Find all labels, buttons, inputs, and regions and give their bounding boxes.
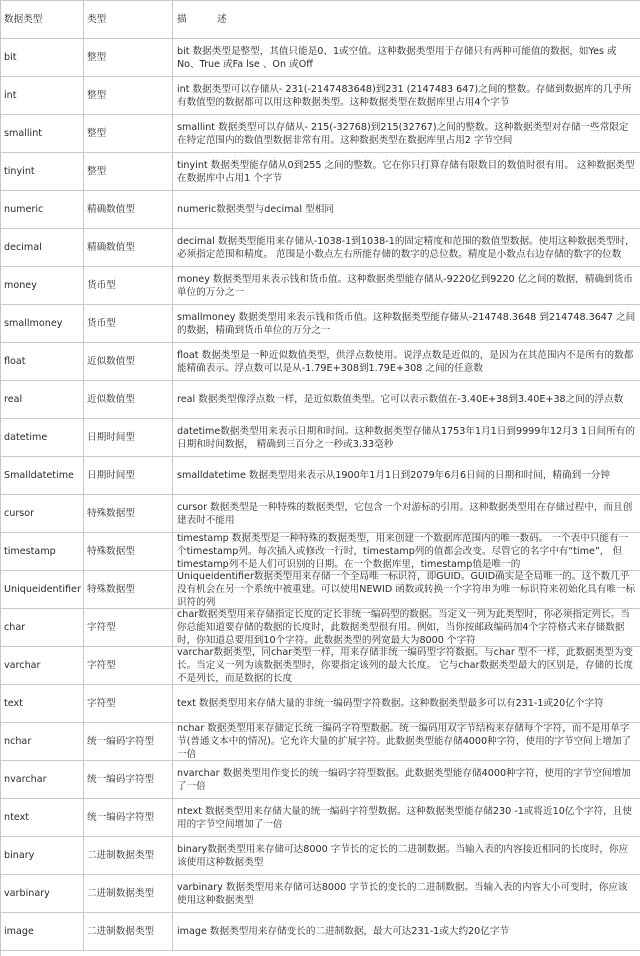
row-description: datetime数据类型用来表示日期和时间。这种数据类型存储从1753年1月1日到9999年12月3 1日间所有的日期和时间数据， 精确到三百分之一秒或3.33毫秒 [173,419,640,457]
row-description: real 数据类型像浮点数一样，是近似数值类型。它可以表示数值在-3.40E+38到3.40E+38之间的浮点数 [173,381,640,419]
row-type-name: tinyint [1,153,84,191]
row-description: varchar数据类型，同char类型一样，用来存储非统一编码型字符数据。与char 型不一样，此数据类型为变长。当定义一列为该数据类型时，你要指定该列的最大长度。 它与char数据类型最大的区别是，存储的长度不是列长，而是数据的长度 [173,647,640,685]
row-category: 二进制数据类型 [84,837,173,875]
row-type-name: int [1,77,84,115]
row-description: cursor 数据类型是一种特殊的数据类型，它包含一个对游标的引用。这种数据类型用在存储过程中，而且创建表时不能用 [173,495,640,533]
row-type-name: nchar [1,723,84,761]
row-description: smallmoney 数据类型用来表示钱和货币值。这种数据类型能存储从-214748.3648 到214748.3647 之间的数据，精确到货币单位的万分之一 [173,305,640,343]
header-data-type: 数据类型 [1,1,84,39]
row-category: 日期时间型 [84,457,173,495]
row-description: bit 数据类型是整型，其值只能是0、1或空值。这种数据类型用于存储只有两种可能值的数据，如Yes 或No、True 或Fa lse 、On 或Off [173,39,640,77]
row-type-name: varchar [1,647,84,685]
row-category: 整型 [84,39,173,77]
row-description: smalldatetime 数据类型用来表示从1900年1月1日到2079年6月6日间的日期和时间，精确到一分钟 [173,457,640,495]
row-description: timestamp 数据类型是一种特殊的数据类型，用来创建一个数据库范围内的唯一数码。 一个表中只能有一个timestamp列。每次插入或修改一行时，timestamp列的值都会改变。尽管它的名字中有“time”， 但timestamp列不是人们可识别的日期。在一个数据库里，timestamp值是唯一的 [173,533,640,571]
row-type-name: smallmoney [1,305,84,343]
row-type-name: Uniqueidentifier [1,571,84,609]
row-category: 特殊数据型 [84,495,173,533]
row-type-name: cursor [1,495,84,533]
row-category: 整型 [84,77,173,115]
row-type-name: nvarchar [1,761,84,799]
row-type-name: timestamp [1,533,84,571]
row-description: int 数据类型可以存储从- 231(-2147483648)到231 (2147483 647)之间的整数。存储到数据库的几乎所有数值型的数据都可以用这种数据类型。这种数据类型在数据库里占用4个字节 [173,77,640,115]
row-description: nchar 数据类型用来存储定长统一编码字符型数据。统一编码用双字节结构来存储每个字符，而不是用单字节(普通文本中的情况)。它允许大量的扩展字符。此数据类型能存储4000种字符，使用的字节空间上增加了一倍 [173,723,640,761]
row-category: 近似数值型 [84,381,173,419]
row-description: char数据类型用来存储指定长度的定长非统一编码型的数据。当定义一列为此类型时，你必须指定列长。当你总能知道要存储的数据的长度时，此数据类型很有用。例如，当你按邮政编码加4个字符格式来存储数据时，你知道总要用到10个字符。此数据类型的列宽最大为8000 个字符 [173,609,640,647]
row-category: 字符型 [84,647,173,685]
row-type-name: real [1,381,84,419]
row-type-name: varbinary [1,875,84,913]
row-type-name: char [1,609,84,647]
header-description: 描 述 [173,1,640,39]
row-description: ntext 数据类型用来存储大量的统一编码字符型数据。这种数据类型能存储230 -1或将近10亿个字符，且使用的字节空间增加了一倍 [173,799,640,837]
row-category: 统一编码字符型 [84,723,173,761]
row-type-name: float [1,343,84,381]
row-description: smallint 数据类型可以存储从- 215(-32768)到215(32767)之间的整数。这种数据类型对存储一些常限定在特定范围内的数值型数据非常有用。这种数据类型在数据库里占用2 字节空间 [173,115,640,153]
row-category: 字符型 [84,685,173,723]
row-category: 货币型 [84,267,173,305]
row-description: text 数据类型用来存储大量的非统一编码型字符数据。这种数据类型最多可以有231-1或20亿个字符 [173,685,640,723]
row-type-name: ntext [1,799,84,837]
row-type-name: decimal [1,229,84,267]
row-description: Uniqueidentifier数据类型用来存储一个全局唯一标识符，即GUID。GUID确实是全局唯一的。这个数几乎没有机会在另一个系统中被重建。可以使用NEWID 函数或转换一个字符串为唯一标识符来初始化具有唯一标识符的列 [173,571,640,609]
row-category: 整型 [84,153,173,191]
row-type-name: money [1,267,84,305]
row-category: 货币型 [84,305,173,343]
row-type-name: bit [1,39,84,77]
row-category: 日期时间型 [84,419,173,457]
row-description: nvarchar 数据类型用作变长的统一编码字符型数据。此数据类型能存储4000种字符，使用的字节空间增加了一倍 [173,761,640,799]
row-type-name: Smalldatetime [1,457,84,495]
row-category: 字符型 [84,609,173,647]
row-type-name: text [1,685,84,723]
row-category: 近似数值型 [84,343,173,381]
row-description: binary数据类型用来存储可达8000 字节长的定长的二进制数据。当输入表的内容接近相同的长度时，你应该使用这种数据类型 [173,837,640,875]
row-type-name: binary [1,837,84,875]
row-type-name: image [1,913,84,951]
row-description: tinyint 数据类型能存储从0到255 之间的整数。它在你只打算存储有限数目的数值时很有用。 这种数据类型在数据库中占用1 个字节 [173,153,640,191]
row-description: decimal 数据类型能用来存储从-1038-1到1038-1的固定精度和范围的数值型数据。使用这种数据类型时，必须指定范围和精度。 范围是小数点左右所能存储的数字的总位数。精度是小数点右边存储的数字的位数 [173,229,640,267]
row-category: 二进制数据类型 [84,913,173,951]
row-category: 整型 [84,115,173,153]
row-description: numeric数据类型与decimal 型相同 [173,191,640,229]
row-type-name: datetime [1,419,84,457]
row-category: 统一编码字符型 [84,799,173,837]
row-category: 精确数值型 [84,229,173,267]
row-description: image 数据类型用来存储变长的二进制数据，最大可达231-1或大约20亿字节 [173,913,640,951]
row-type-name: smallint [1,115,84,153]
row-category: 特殊数据型 [84,533,173,571]
row-description: varbinary 数据类型用来存储可达8000 字节长的变长的二进制数据。当输入表的内容大小可变时，你应该使用这种数据类型 [173,875,640,913]
row-description: money 数据类型用来表示钱和货币值。这种数据类型能存储从-9220亿到9220 亿之间的数据，精确到货币单位的万分之一 [173,267,640,305]
row-type-name: numeric [1,191,84,229]
row-category: 特殊数据型 [84,571,173,609]
row-category: 统一编码字符型 [84,761,173,799]
row-category: 二进制数据类型 [84,875,173,913]
row-description: float 数据类型是一种近似数值类型，供浮点数使用。说浮点数是近似的，是因为在其范围内不是所有的数都能精确表示。浮点数可以是从-1.79E+308到1.79E+308 之间的任意数 [173,343,640,381]
header-category: 类型 [84,1,173,39]
row-category: 精确数值型 [84,191,173,229]
